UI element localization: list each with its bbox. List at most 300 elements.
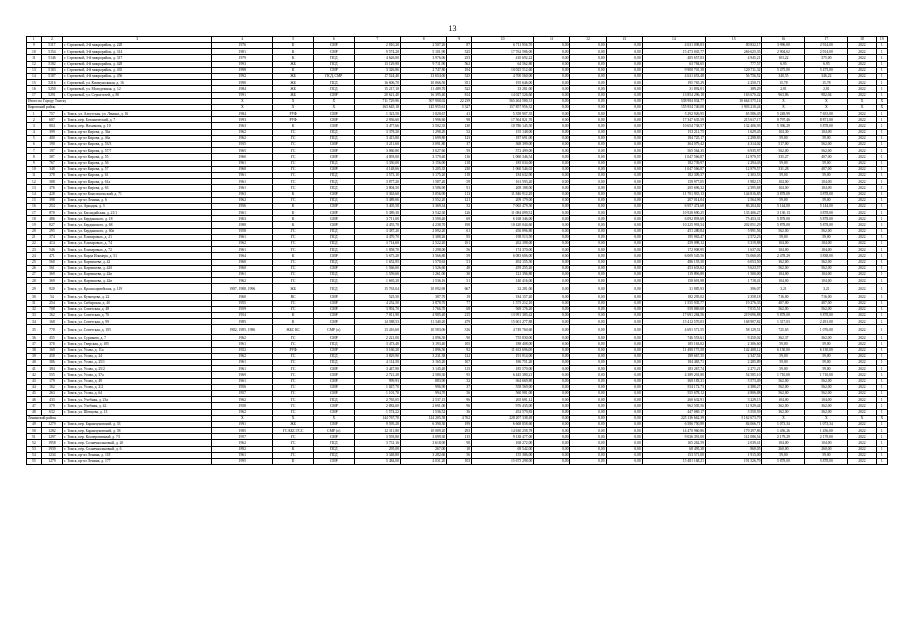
table-cell: Х — [848, 104, 876, 110]
table-cell: 2022 — [848, 459, 876, 465]
table-cell: 1 073,34 — [762, 421, 805, 427]
table-cell: 14 630 258,78 — [472, 428, 534, 434]
table-cell: 17 524,40 — [354, 73, 400, 79]
table-cell: 3 878,00 — [762, 191, 805, 197]
table-cell: 0,00 — [570, 415, 606, 421]
table-cell: Х — [876, 98, 887, 104]
table-cell: 6 711 956,70 — [472, 43, 534, 49]
table-cell: Х — [762, 415, 805, 421]
table-cell: 191 914,00 — [472, 353, 534, 359]
table-cell: 59,00 — [805, 197, 848, 203]
table-cell: 59,00 — [762, 366, 805, 372]
table-cell: Х — [313, 98, 354, 104]
table-cell: ПСД — [313, 185, 354, 191]
table-cell: 5154 — [41, 49, 62, 55]
column-number-cell: 14 — [642, 37, 705, 43]
table-cell: 364 079,42 — [642, 142, 705, 148]
table-cell: 3 027,60 — [400, 148, 446, 154]
table-cell: 10 025 512,60 — [472, 67, 534, 73]
table-cell: 0,00 — [570, 434, 606, 440]
table-cell: 0,00 — [606, 366, 642, 372]
table-cell: 11 — [27, 172, 42, 178]
address-cell: г. Томск, ул. Советская, д. 105 — [63, 325, 212, 335]
table-cell: 0,00 — [570, 335, 606, 341]
subtotal-label: Итого по Городу Томску — [27, 98, 212, 104]
table-cell: СМР — [313, 49, 354, 55]
table-cell: 5 573,49 — [705, 378, 761, 384]
table-cell: 3 193,40 — [400, 341, 446, 347]
table-cell: Х — [848, 415, 876, 421]
table-cell: 31 — [27, 300, 42, 306]
table-cell: 168 — [41, 319, 62, 325]
table-cell: 2022 — [848, 341, 876, 347]
table-cell: К — [273, 319, 314, 325]
table-cell: 92 — [447, 347, 472, 353]
address-cell: г. Томск, пр-кт Кирова, д. 46а — [63, 135, 212, 141]
table-cell: 3 996,00 — [762, 43, 805, 49]
table-cell: 362,00 — [805, 409, 848, 415]
table-cell: 5 878,00 — [805, 222, 848, 228]
table-cell: 2022 — [848, 73, 876, 79]
table-cell: 562,00 — [762, 265, 805, 271]
table-cell: ГС — [273, 148, 314, 154]
table-cell: 3 350,00 — [354, 160, 400, 166]
table-cell: 4 314,02 — [705, 142, 761, 148]
column-number-cell: 3 — [63, 37, 212, 43]
table-cell: 1 665,20 — [354, 278, 400, 284]
table-cell: 1 — [876, 384, 887, 390]
table-cell: 168 907,82 — [705, 319, 761, 325]
table-cell: ПСД — [313, 86, 354, 92]
column-number-cell: 11 — [534, 37, 570, 43]
table-cell: 0,00 — [606, 390, 642, 396]
table-cell: 122 — [447, 353, 472, 359]
table-cell: 104 — [447, 67, 472, 73]
table-cell: Х — [762, 98, 805, 104]
table-cell: Х — [273, 415, 314, 421]
table-cell: 0,00 — [534, 278, 570, 284]
table-cell: 1 — [876, 459, 887, 465]
table-cell: 27 — [27, 271, 42, 277]
table-cell: СМР — [313, 403, 354, 409]
table-cell: 0,00 — [570, 129, 606, 135]
table-cell: 1282 — [41, 428, 62, 434]
table-cell: 5 249,99 — [762, 111, 805, 117]
table-cell: 163 645,18 — [354, 104, 400, 110]
table-cell: 3 618,00 — [400, 440, 446, 446]
address-cell: г. Томск, пр-кт Кирова, д. 57/7 — [63, 148, 212, 154]
table-cell: 0,00 — [570, 61, 606, 67]
table-cell: 1961 — [212, 234, 273, 240]
table-cell: 1990 — [212, 80, 273, 86]
table-cell: 11 489,70 — [400, 86, 446, 92]
table-cell: ПСД — [313, 446, 354, 452]
table-cell: 1 — [876, 421, 887, 427]
table-cell: 1 858,70 — [354, 247, 400, 253]
table-cell: 115 — [447, 434, 472, 440]
table-cell: 447 069,17 — [642, 409, 705, 415]
table-cell: 22 239 — [447, 98, 472, 104]
table-cell: 1 — [876, 265, 887, 271]
table-cell: 0,00 — [606, 61, 642, 67]
table-cell: ГС — [273, 434, 314, 440]
table-cell: 378 — [41, 172, 62, 178]
table-cell: 15 412 570,03 — [642, 319, 705, 325]
table-cell: 215 — [447, 312, 472, 318]
table-cell: 153 571,00 — [642, 452, 705, 458]
table-cell: 982,04 — [805, 92, 848, 98]
table-cell: 4 945,21 — [705, 55, 761, 61]
table-cell: 1279 — [41, 421, 62, 427]
table-cell: 486 — [41, 216, 62, 222]
table-cell: 1279 — [41, 459, 62, 465]
table-cell: 205 696,32 — [642, 185, 705, 191]
table-cell: 84 066,71 — [705, 421, 761, 427]
table-row — [27, 284, 888, 294]
table-cell: 121 — [447, 197, 472, 203]
table-cell: 0,00 — [570, 216, 606, 222]
table-cell: 0,00 — [606, 43, 642, 49]
address-cell: г. Томск, ул. Усова, д. 25/1 — [63, 360, 212, 366]
table-cell: 1 — [876, 428, 887, 434]
table-cell: 2022 — [848, 111, 876, 117]
table-cell: 0,00 — [570, 247, 606, 253]
table-cell: 3 056,90 — [400, 191, 446, 197]
table-cell: 0,00 — [606, 98, 642, 104]
table-cell: 746 553,61 — [642, 335, 705, 341]
table-cell: 80 832,17 — [705, 43, 761, 49]
table-cell: 2022 — [848, 61, 876, 67]
table-cell: 3 179,40 — [400, 154, 446, 160]
table-cell: 716,00 — [762, 294, 805, 300]
table-cell: 17 347 635,59 — [642, 117, 705, 123]
table-cell: 10 — [447, 446, 472, 452]
table-cell: 0,00 — [606, 166, 642, 172]
table-cell: К — [273, 216, 314, 222]
table-cell: 757 — [41, 111, 62, 117]
table-cell: 15,78 — [805, 80, 848, 86]
table-cell: 2022 — [848, 378, 876, 384]
table-cell: 115 — [447, 366, 472, 372]
table-cell: 183 267,74 — [642, 366, 705, 372]
table-cell: 1962 — [212, 241, 273, 247]
table-cell: 2022 — [848, 271, 876, 277]
table-cell: 130 — [447, 123, 472, 129]
address-cell: г. Томск, ул. Бердянского, д. 60а — [63, 228, 212, 234]
table-cell: 12 979,57 — [705, 154, 761, 160]
table-cell: ГС — [273, 390, 314, 396]
address-cell: г. Томск, пер. Кооперативный, д. 7/1 — [63, 434, 212, 440]
table-cell: К — [273, 222, 314, 228]
table-cell: 2022 — [848, 123, 876, 129]
table-cell: 9 711,90 — [400, 61, 446, 67]
table-cell: 2 298,83 — [705, 135, 761, 141]
table-cell: 1959 — [212, 306, 273, 312]
table-cell: 51 — [447, 259, 472, 265]
table-cell: 4 762 — [447, 415, 472, 421]
table-cell: 362,00 — [805, 259, 848, 265]
table-cell: 362,37 — [762, 335, 805, 341]
table-cell: 1 — [876, 325, 887, 335]
table-cell: К — [273, 191, 314, 197]
table-cell: СМР (о) — [313, 325, 354, 335]
table-cell: 4 148,66 — [354, 166, 400, 172]
address-cell: г. Томск, пр-кт Ленина, д. 177 — [63, 459, 212, 465]
address-cell: г. Томск, ул. Картишева, д. 42в — [63, 271, 212, 277]
table-cell: 1 — [876, 403, 887, 409]
table-cell: 1954 — [212, 312, 273, 318]
table-cell: 1961 — [212, 172, 273, 178]
table-cell: 0,00 — [606, 142, 642, 148]
table-cell: 182 309,37 — [642, 172, 705, 178]
table-cell: ЖБС КС — [273, 325, 314, 335]
table-cell: 3 205,35 — [400, 166, 446, 172]
table-cell: 1 — [876, 80, 887, 86]
table-cell: 1 101,70 — [354, 390, 400, 396]
table-cell: СМР — [313, 43, 354, 49]
table-cell: 387,70 — [400, 294, 446, 300]
table-cell: 1 — [876, 300, 887, 306]
address-cell: г. Томск, пр-кт Кирова, д. 53/3 — [63, 142, 212, 148]
table-cell: 1 456,26 — [762, 428, 805, 434]
table-cell: 15 763,04 — [354, 284, 400, 294]
table-cell: 4 114,50 — [354, 360, 400, 366]
table-cell: 52 — [27, 440, 42, 446]
table-cell: 50 — [27, 428, 42, 434]
table-cell: 153 211,75 — [642, 129, 705, 135]
table-cell: 0,00 — [606, 111, 642, 117]
table-cell: 0,00 — [570, 366, 606, 372]
table-cell: 10 — [27, 49, 42, 55]
table-cell: 3 473,40 — [354, 341, 400, 347]
table-cell: 16 395,40 — [400, 92, 446, 98]
table-cell: 0,00 — [570, 154, 606, 160]
table-cell: 0,00 — [534, 49, 570, 55]
table-cell: 4 252,50 — [354, 300, 400, 306]
table-cell: 14 027 526,60 — [472, 92, 534, 98]
table-cell: 13 — [27, 67, 42, 73]
table-cell: 0,00 — [570, 440, 606, 446]
table-cell: 0,00 — [534, 166, 570, 172]
table-cell: 5146 — [41, 55, 62, 61]
table-cell: 15 — [27, 80, 42, 86]
table-cell: 1962 — [212, 129, 273, 135]
table-cell: СМР — [313, 459, 354, 465]
table-cell: 384 — [41, 366, 62, 372]
table-cell: 5 878,00 — [762, 222, 805, 228]
table-cell: 46 — [27, 397, 42, 403]
table-cell: 3 388,26 — [400, 234, 446, 240]
table-cell: 2022 — [848, 390, 876, 396]
table-cell: СМР — [313, 166, 354, 172]
table-cell: 1 — [876, 92, 887, 98]
table-cell: 362,00 — [762, 259, 805, 265]
address-cell: г. Томск, ул. Елизаровых, д. 74 — [63, 241, 212, 247]
table-cell: 5 389,30 — [354, 210, 400, 216]
table-cell: 6 935,97 — [705, 148, 761, 154]
table-cell: 1 — [876, 55, 887, 61]
table-cell: 2,81 — [805, 86, 848, 92]
table-cell: 2022 — [848, 166, 876, 172]
table-cell: 185 163,02 — [642, 341, 705, 347]
table-cell: 0,00 — [570, 185, 606, 191]
address-cell: г. Томск, ул. Алеутская, ул. Ленина, д. 16 — [63, 111, 212, 117]
table-cell: 1952 — [212, 347, 273, 353]
table-cell: 59,00 — [762, 360, 805, 366]
table-cell: 172 908,95 — [642, 247, 705, 253]
table-cell: 5183 — [41, 67, 62, 73]
table-cell: 2 092,20 — [400, 228, 446, 234]
table-cell: 0,00 — [570, 172, 606, 178]
table-cell: 0,00 — [606, 294, 642, 300]
table-cell: 0,00 — [570, 390, 606, 396]
table-cell: 0,00 — [534, 86, 570, 92]
table-cell: ПСД — [313, 228, 354, 234]
table-cell: СМР — [313, 142, 354, 148]
table-cell: 0,00 — [534, 403, 570, 409]
table-cell: 1 — [876, 191, 887, 197]
table-cell: 2 936,60 — [354, 117, 400, 123]
address-cell: г. Стрежевой, 2-й микрорайон, д. 228 — [63, 43, 212, 49]
table-cell: 362,00 — [805, 403, 848, 409]
table-cell: 69 542,00 — [472, 446, 534, 452]
table-cell: 0,00 — [606, 446, 642, 452]
table-cell: 0,00 — [570, 294, 606, 300]
table-cell: 230 — [447, 166, 472, 172]
table-cell: 0,00 — [606, 160, 642, 166]
table-cell: ГС — [273, 271, 314, 277]
table-cell: 10 — [27, 166, 42, 172]
table-cell: 1 — [876, 142, 887, 148]
table-cell: СМР — [313, 148, 354, 154]
table-cell: 0,00 — [570, 228, 606, 234]
table-cell: 755 830,00 — [472, 335, 534, 341]
table-cell: К — [273, 43, 314, 49]
table-cell: Х — [313, 104, 354, 110]
table-cell: 6 668 858,60 — [472, 421, 534, 427]
table-cell: 4 985,40 — [400, 312, 446, 318]
table-cell: 8 — [27, 154, 42, 160]
table-cell: 1961 — [212, 271, 273, 277]
table-cell: ГС — [273, 440, 314, 446]
address-cell: г. Томск, ул. Тверская, д. 105 — [63, 341, 212, 347]
table-cell: 1 047 566,87 — [642, 166, 705, 172]
table-cell: 0,00 — [570, 80, 606, 86]
table-cell: 0,00 — [570, 284, 606, 294]
table-cell: 369 — [41, 271, 62, 277]
table-cell: 2 306,60 — [705, 341, 761, 347]
table-cell: 44 — [27, 384, 42, 390]
table-cell: 104,00 — [762, 241, 805, 247]
table-cell: 2022 — [848, 366, 876, 372]
table-cell: ПСД — [313, 234, 354, 240]
table-cell: 155 386,00 — [472, 452, 534, 458]
table-cell: 0,00 — [570, 403, 606, 409]
table-cell: 95 — [447, 234, 472, 240]
table-cell: 1960 — [212, 265, 273, 271]
table-cell: 179 — [41, 378, 62, 384]
table-cell: 1 — [876, 61, 887, 67]
table-cell: 104,00 — [805, 271, 848, 277]
table-cell: 59,00 — [762, 353, 805, 359]
table-cell: 0,00 — [534, 135, 570, 141]
table-cell: ПСД — [313, 172, 354, 178]
table-cell: 0,00 — [606, 210, 642, 216]
column-number-cell: 2 — [41, 37, 62, 43]
table-cell: 5117 — [41, 43, 62, 49]
table-cell: 199 — [447, 421, 472, 427]
table-cell: 1981 — [212, 49, 273, 55]
subtotal-label: Кировский район — [27, 104, 212, 110]
table-cell: 2022 — [848, 312, 876, 318]
address-cell: г. Томск, ул. Усова, д. 2/2 — [63, 384, 212, 390]
table-cell: 21 — [27, 234, 42, 240]
table-cell: 471 — [41, 253, 62, 259]
table-cell: СМР — [313, 253, 354, 259]
table-cell: 29 — [27, 284, 42, 294]
table-cell: 386 — [41, 360, 62, 366]
table-cell: 1 — [876, 43, 887, 49]
table-cell: 559 869,68 — [642, 306, 705, 312]
table-cell: 32 — [447, 378, 472, 384]
table-cell: 33 281,00 — [472, 86, 534, 92]
table-cell: 0,00 — [534, 142, 570, 148]
table-cell: 0,00 — [534, 241, 570, 247]
table-cell: 0,00 — [606, 300, 642, 306]
table-cell: 0,00 — [606, 86, 642, 92]
table-cell: 3,21 — [805, 284, 848, 294]
table-cell: 3 — [27, 123, 42, 129]
table-cell: 10 583,06 — [400, 325, 446, 335]
table-cell: ПСД, СМР — [313, 73, 354, 79]
table-cell: 1 570,63 — [400, 259, 446, 265]
table-cell: 3 211,60 — [354, 142, 400, 148]
table-cell: 3 586,90 — [400, 185, 446, 191]
table-cell: 827 — [41, 222, 62, 228]
table-cell: 179 297,86 — [705, 428, 761, 434]
table-cell: 2022 — [848, 434, 876, 440]
address-cell: г. Томск, ул. Елизаровых, д. 21 — [63, 234, 212, 240]
table-cell: 2022 — [848, 148, 876, 154]
table-cell: 18 — [27, 216, 42, 222]
table-cell: 1 — [876, 446, 887, 452]
table-cell: 39 — [27, 353, 42, 359]
table-cell: 0,00 — [534, 129, 570, 135]
table-cell: 2022 — [848, 403, 876, 409]
table-cell: 5291 — [41, 92, 62, 98]
column-number-cell: 9 — [447, 37, 472, 43]
table-cell: 1 766,70 — [400, 306, 446, 312]
table-cell: 295 — [41, 228, 62, 234]
table-cell: 0,00 — [534, 409, 570, 415]
table-cell: 10 786 145,50 — [472, 123, 534, 129]
table-cell: СМР — [313, 312, 354, 318]
table-cell: ГС — [273, 306, 314, 312]
table-cell: 5 878,00 — [805, 216, 848, 222]
table-cell: 0,00 — [534, 67, 570, 73]
table-cell: 1962 — [212, 397, 273, 403]
table-cell: 994,70 — [400, 390, 446, 396]
table-cell: 562,00 — [762, 306, 805, 312]
table-cell: 3 542,30 — [400, 210, 446, 216]
table-cell: 2022 — [848, 397, 876, 403]
address-cell: г. Томск, пр-кт Кирова, д. 61 — [63, 172, 212, 178]
table-cell: ПСД — [313, 353, 354, 359]
table-cell: ЖБ — [273, 92, 314, 98]
table-cell: 0,00 — [570, 265, 606, 271]
table-cell: 0,00 — [570, 55, 606, 61]
table-cell: ЖБ — [273, 80, 314, 86]
